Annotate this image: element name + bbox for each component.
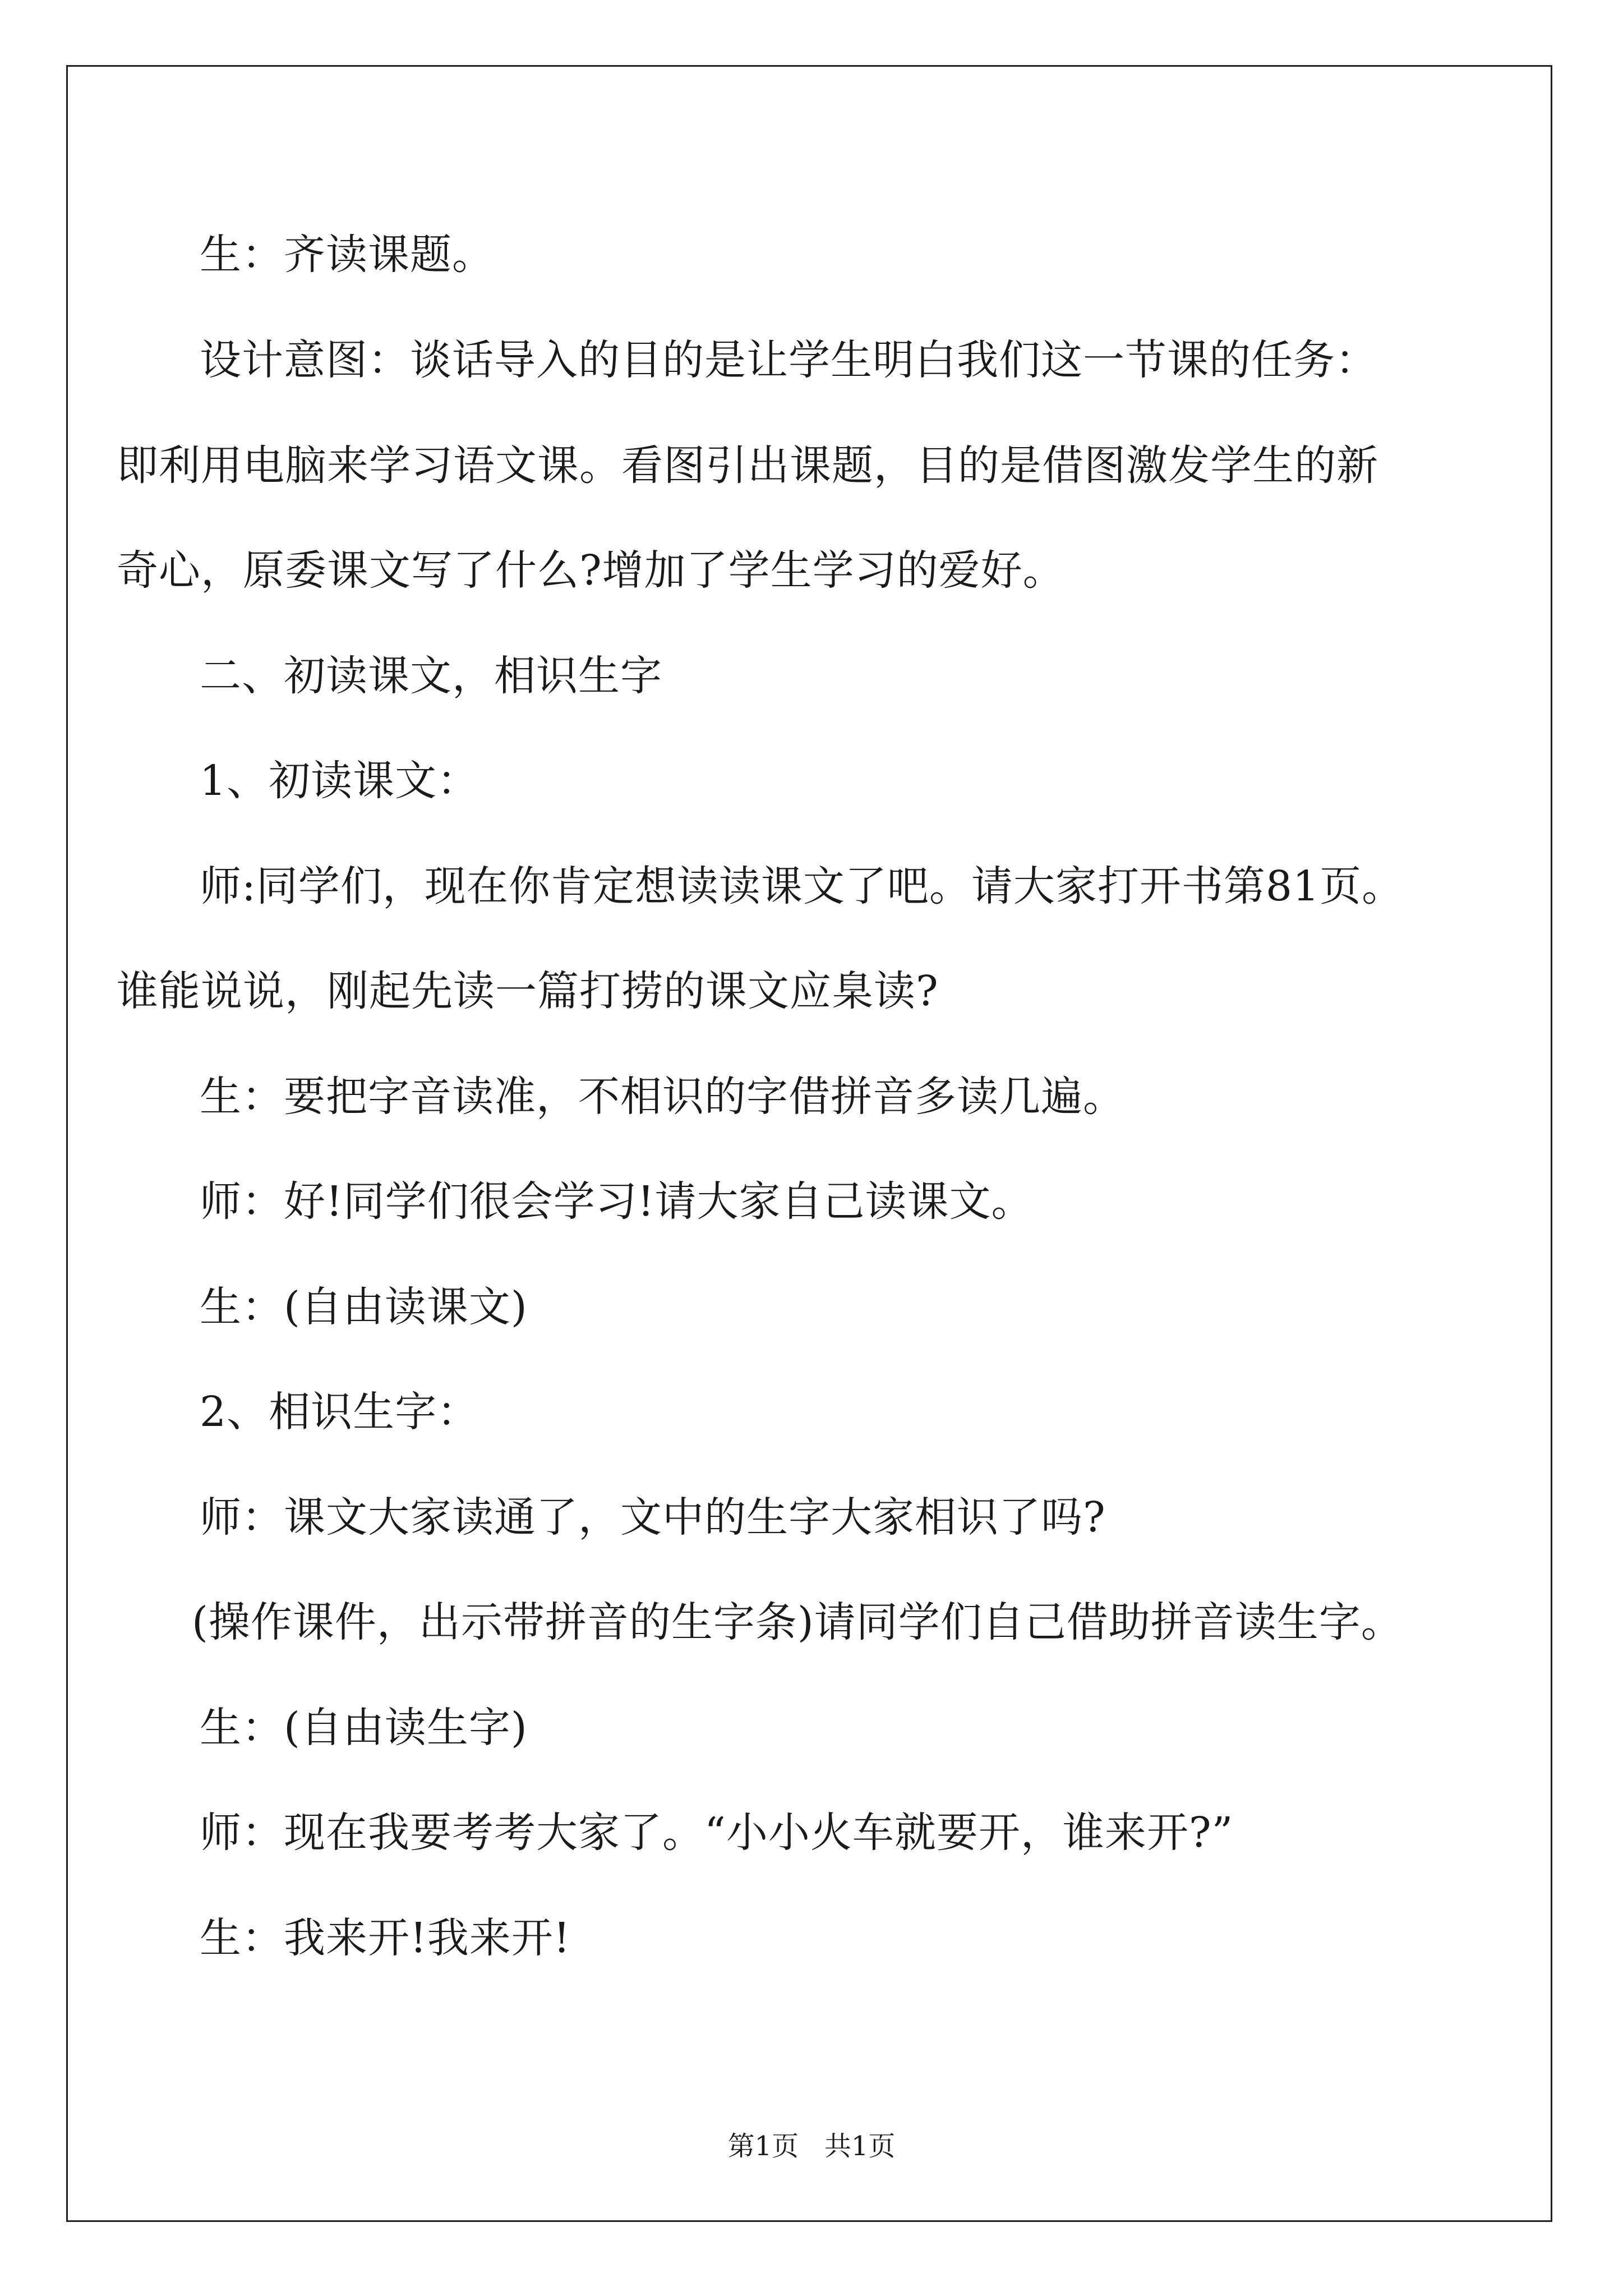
- subsection-heading: 2、相识生字：: [200, 1388, 479, 1436]
- paragraph-line: 谁能说说，刚起先读一篇打捞的课文应臬读?: [117, 967, 939, 1015]
- paragraph-line: 师：好!同学们很会学习!请大家自己读课文。: [200, 1177, 1034, 1226]
- subsection-heading: 1、初读课文：: [200, 757, 479, 805]
- paragraph-line: 师：课文大家读通了，文中的生字大家相识了吗?: [200, 1493, 1106, 1542]
- paragraph-line: 即利用电脑来学习语文课。看图引出课题，目的是借图激发学生的新: [117, 441, 1378, 490]
- paragraph-line: (操作课件，出示带拼音的生字条)请同学们自己借助拼音读生字。: [192, 1598, 1403, 1646]
- page-footer: 第1页 共1页: [727, 2131, 896, 2162]
- paragraph-line: 师：现在我要考考大家了。“小小火车就要开，谁来开?”: [200, 1809, 1234, 1857]
- paragraph-line: 师:同学们，现在你肯定想读读课文了吧。请大家打开书第81页。: [200, 862, 1404, 910]
- paragraph-line: 生：(自由读课文): [200, 1283, 528, 1331]
- paragraph-line: 设计意图：谈话导入的目的是让学生明白我们这一节课的任务：: [200, 336, 1377, 384]
- paragraph-line: 生：齐读课题。: [200, 231, 494, 279]
- page-border: [66, 65, 1552, 2222]
- paragraph-line: 奇心，原委课文写了什么?增加了学生学习的爱好。: [117, 546, 1065, 595]
- paragraph-line: 生：要把字音读准，不相识的字借拼音多读几遍。: [200, 1073, 1125, 1121]
- paragraph-line: 生：(自由读生字): [200, 1704, 528, 1752]
- section-heading: 二、初读课文，相识生字: [200, 652, 662, 700]
- paragraph-line: 生：我来开!我来开!: [200, 1914, 571, 1962]
